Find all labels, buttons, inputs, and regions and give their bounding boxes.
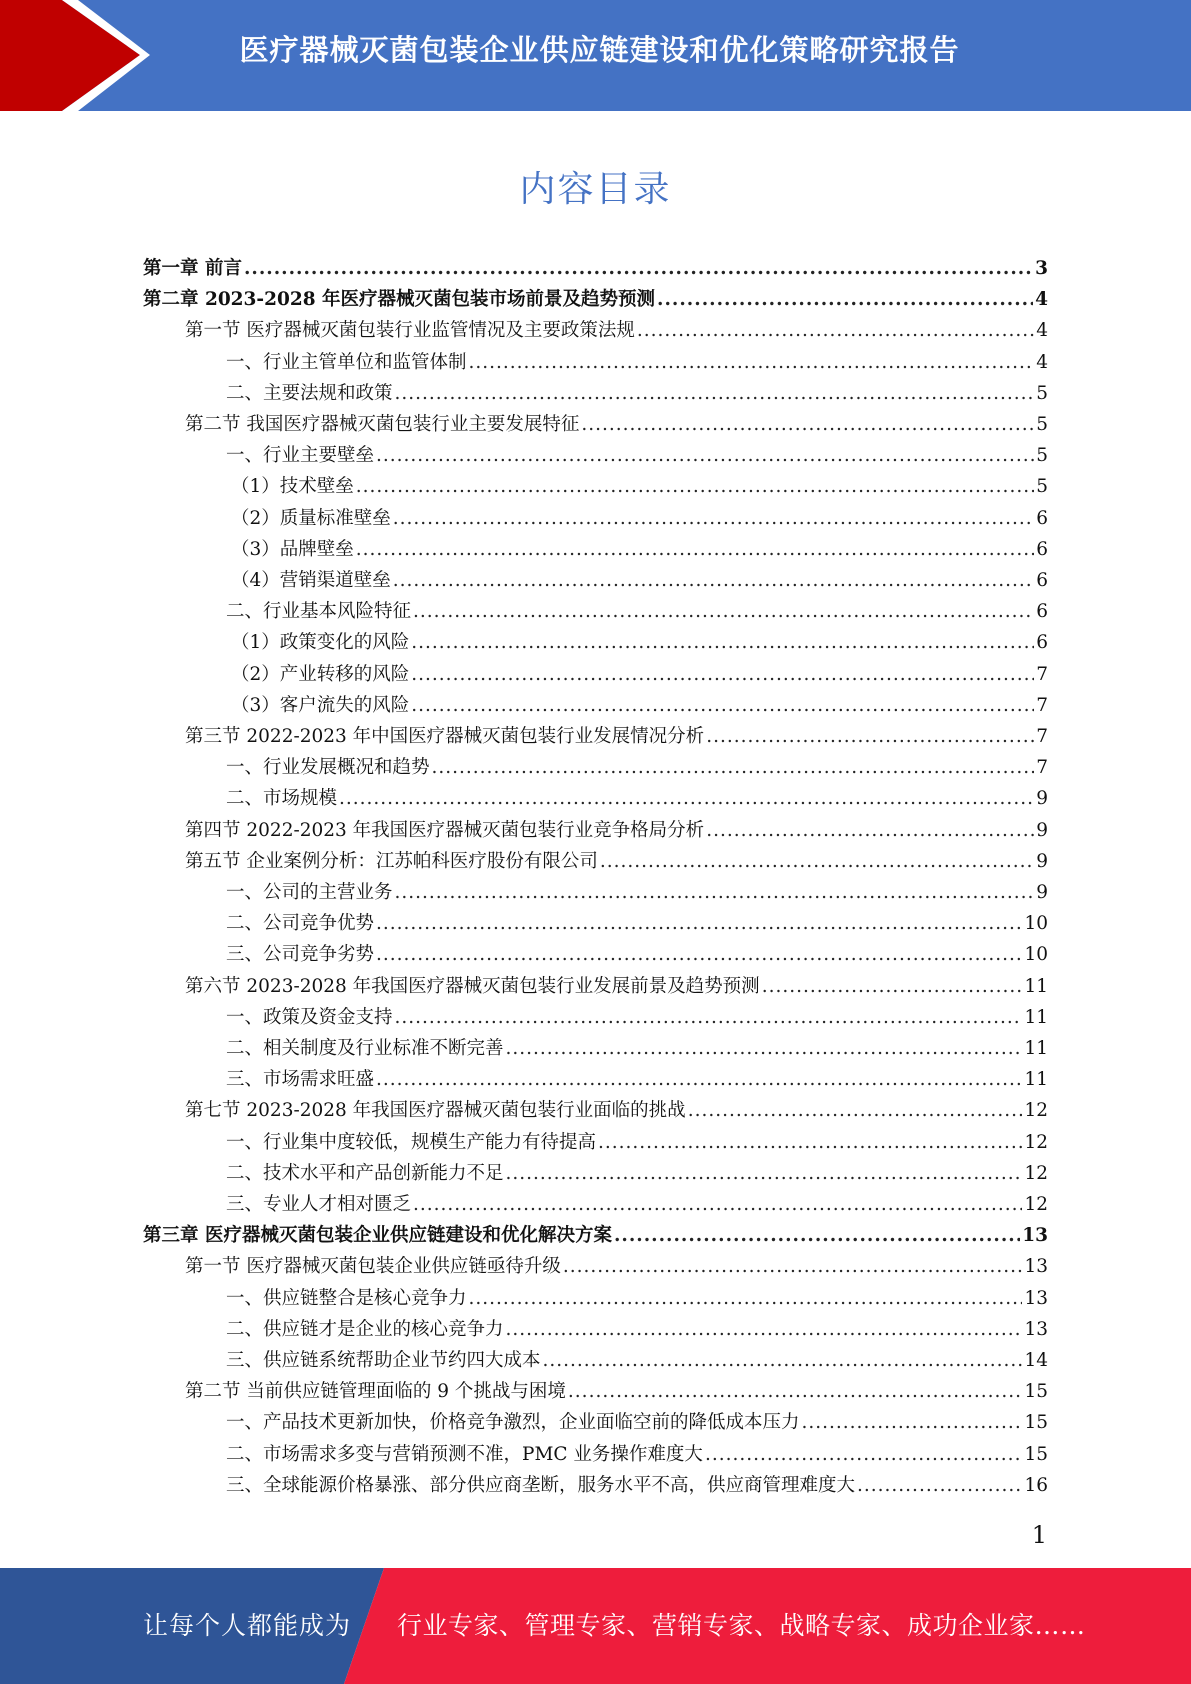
toc-leader-dots (376, 1064, 1022, 1095)
toc-entry-page: 5 (1036, 476, 1048, 498)
toc-entry-page: 6 (1036, 507, 1048, 529)
toc-leader-dots (506, 1158, 1023, 1189)
toc-entry[interactable] (231, 659, 1048, 690)
toc-leader-dots (395, 877, 1035, 908)
toc-entry-title: 第二节 我国医疗器械灭菌包装行业主要发展特征 (185, 414, 580, 435)
toc-entry[interactable] (185, 315, 1048, 346)
toc-leader-dots (469, 1283, 1023, 1314)
toc-entry[interactable] (226, 347, 1048, 378)
toc-entry-page: 9 (1036, 788, 1048, 810)
toc-entry-page: 14 (1024, 1350, 1048, 1371)
toc-leader-dots (376, 908, 1022, 939)
toc-entry-page: 10 (1024, 913, 1048, 935)
toc-leader-dots (762, 971, 1023, 1002)
toc-entry[interactable] (226, 1002, 1048, 1033)
toc-entry-page: 10 (1024, 944, 1048, 966)
toc-leader-dots (688, 1095, 1023, 1126)
toc-entry-title: 二、市场规模 (226, 788, 338, 810)
toc-entry-page: 12 (1024, 1131, 1048, 1153)
toc-leader-dots (857, 1470, 1022, 1501)
toc-entry-title: 第二节 当前供应链管理面临的 9 个挑战与困境 (185, 1381, 566, 1403)
toc-entry-page: 5 (1036, 445, 1048, 467)
footer-banner (0, 1568, 1191, 1684)
toc-entry-page: 11 (1024, 1069, 1048, 1091)
toc-entry[interactable] (185, 1095, 1048, 1126)
toc-entry-page: 15 (1024, 1412, 1048, 1434)
toc-entry-title: 三、市场需求旺盛 (226, 1069, 375, 1091)
toc-leader-dots (598, 1127, 1022, 1158)
toc-entry-title: 第一节 医疗器械灭菌包装企业供应链亟待升级 (185, 1256, 561, 1278)
toc-entry[interactable] (226, 1470, 1048, 1501)
toc-leader-dots (413, 596, 1034, 627)
toc-entry-title: 第三章 医疗器械灭菌包装企业供应链建设和优化解决方案 (143, 1225, 612, 1247)
toc-entry[interactable] (185, 1251, 1048, 1282)
toc-entry-title: 一、产品技术更新加快，价格竞争激烈，企业面临空前的降低成本压力 (226, 1412, 800, 1434)
toc-entry-title: （1）技术壁垒 (231, 476, 354, 498)
toc-entry-title: 一、供应链整合是核心竞争力 (226, 1287, 467, 1309)
toc-leader-dots (637, 315, 1034, 346)
toc-leader-dots (802, 1407, 1023, 1438)
toc-leader-dots (376, 939, 1022, 970)
toc-entry-page: 3 (1035, 258, 1048, 279)
toc-entry-page: 15 (1024, 1381, 1048, 1403)
toc-entry[interactable] (226, 877, 1048, 908)
toc-leader-dots (356, 534, 1034, 565)
toc-entry-page: 7 (1036, 663, 1048, 685)
toc-leader-dots (411, 659, 1034, 690)
toc-leader-dots (581, 409, 1034, 440)
toc-entry[interactable] (231, 471, 1048, 502)
toc-entry-page: 6 (1036, 570, 1048, 591)
toc-entry[interactable] (226, 1345, 1048, 1376)
toc-entry-title: 第五节 企业案例分析：江苏帕科医疗股份有限公司 (185, 850, 598, 872)
toc-entry-page: 11 (1024, 1038, 1048, 1059)
toc-entry-title: 第三节 2022-2023 年中国医疗器械灭菌包装行业发展情况分析 (185, 726, 705, 747)
toc-entry[interactable] (231, 565, 1048, 596)
toc-entry-title: 一、公司的主营业务 (226, 882, 393, 903)
footer-slogan-left: 让每个人都能成为 (143, 1611, 352, 1640)
toc-leader-dots (411, 690, 1034, 721)
toc-entry[interactable] (226, 908, 1048, 939)
toc-entry-title: 三、公司竞争劣势 (226, 944, 375, 966)
toc-entry-page: 15 (1024, 1443, 1048, 1465)
toc-leader-dots (393, 565, 1034, 596)
toc-entry-page: 7 (1036, 757, 1048, 779)
toc-leader-dots (395, 378, 1035, 409)
toc-leader-dots (600, 846, 1034, 877)
toc-leader-dots (506, 1033, 1023, 1064)
toc-entry[interactable] (226, 1127, 1048, 1158)
toc-entry-title: 二、主要法规和政策 (226, 382, 393, 404)
toc-entry[interactable] (226, 1407, 1048, 1438)
toc-entry-page: 12 (1024, 1162, 1048, 1184)
toc-entry[interactable] (185, 409, 1048, 440)
toc-entry[interactable] (231, 690, 1048, 721)
toc-entry[interactable] (226, 1158, 1048, 1189)
toc-leader-dots (339, 783, 1034, 814)
toc-leader-dots (395, 1002, 1023, 1033)
toc-entry-page: 12 (1024, 1194, 1048, 1215)
toc-entry[interactable] (226, 783, 1048, 814)
toc-entry[interactable] (231, 627, 1048, 658)
toc-leader-dots (706, 721, 1034, 752)
toc-entry-title: 第六节 2023-2028 年我国医疗器械灭菌包装行业发展前景及趋势预测 (185, 975, 760, 997)
toc-entry[interactable] (226, 1439, 1048, 1470)
toc-entry-page: 6 (1036, 632, 1048, 654)
toc-entry-page: 13 (1022, 1225, 1048, 1247)
toc-entry[interactable] (226, 1064, 1048, 1095)
toc-entry-title: （2）质量标准壁垒 (231, 507, 391, 529)
page-number: 1 (1031, 1521, 1047, 1549)
toc-entry-page: 13 (1024, 1256, 1048, 1278)
toc-entry-page: 9 (1036, 819, 1048, 841)
toc-leader-dots (411, 627, 1034, 658)
toc-entry-page: 5 (1036, 414, 1048, 435)
toc-leader-dots (393, 503, 1034, 534)
report-title: 医疗器械灭菌包装企业供应链建设和优化策略研究报告 (239, 33, 960, 67)
toc-entry-page: 13 (1024, 1287, 1048, 1309)
toc-entry[interactable] (143, 253, 1048, 284)
toc-leader-dots (432, 752, 1035, 783)
toc-entry-title: （4）营销渠道壁垒 (231, 570, 391, 591)
toc-entry-title: 二、相关制度及行业标准不断完善 (226, 1038, 504, 1059)
toc-entry-page: 11 (1024, 1006, 1048, 1028)
header-banner (0, 0, 1191, 111)
toc-leader-dots (563, 1251, 1023, 1282)
toc-entry-title: 一、行业主要壁垒 (226, 445, 375, 467)
toc-entry-title: 三、全球能源价格暴涨、部分供应商垄断，服务水平不高，供应商管理难度大 (226, 1474, 856, 1496)
toc-leader-dots (705, 1439, 1023, 1470)
toc-entry[interactable] (226, 596, 1048, 627)
toc-entry-page: 6 (1036, 538, 1048, 560)
toc-entry-page: 5 (1036, 382, 1048, 404)
toc-leader-dots (614, 1220, 1020, 1251)
toc-entry[interactable] (231, 534, 1048, 565)
toc-entry-page: 4 (1035, 289, 1048, 311)
toc-entry-title: 一、行业发展概况和趋势 (226, 757, 430, 779)
toc-heading: 内容目录 (519, 169, 672, 210)
toc-entry[interactable] (226, 1189, 1048, 1220)
toc-entry-title: 一、政策及资金支持 (226, 1006, 393, 1028)
toc-leader-dots (376, 440, 1034, 471)
toc-entry-title: 三、专业人才相对匮乏 (226, 1194, 412, 1215)
footer-slogan-right: 行业专家、管理专家、营销专家、战略专家、成功企业家…… (397, 1611, 1086, 1640)
toc-entry-title: 二、技术水平和产品创新能力不足 (226, 1162, 504, 1184)
toc-entry[interactable] (185, 1376, 1048, 1407)
toc-entry-title: 一、行业集中度较低，规模生产能力有待提高 (226, 1131, 597, 1153)
toc-entry-page: 6 (1036, 601, 1048, 623)
toc-entry-title: 第四节 2022-2023 年我国医疗器械灭菌包装行业竞争格局分析 (185, 819, 705, 841)
toc-leader-dots (413, 1189, 1022, 1220)
toc-entry-page: 9 (1036, 850, 1048, 872)
toc-entry[interactable] (226, 1033, 1048, 1064)
toc-entry-title: 一、行业主管单位和监管体制 (226, 351, 467, 373)
toc-entry-title: （1）政策变化的风险 (231, 632, 410, 654)
toc-entry[interactable] (226, 939, 1048, 970)
toc-entry[interactable] (143, 1220, 1048, 1251)
toc-entry-page: 7 (1036, 694, 1048, 716)
toc-entry-title: 第二章 2023-2028 年医疗器械灭菌包装市场前景及趋势预测 (143, 289, 656, 311)
toc-leader-dots (469, 347, 1035, 378)
toc-entry[interactable] (185, 815, 1048, 846)
toc-entry-page: 16 (1024, 1474, 1048, 1496)
toc-leader-dots (506, 1314, 1023, 1345)
toc-entry[interactable] (231, 503, 1048, 534)
toc-entry-title: 二、公司竞争优势 (226, 913, 375, 935)
toc-entry-page: 9 (1036, 882, 1048, 903)
toc-entry-page: 4 (1036, 351, 1048, 373)
toc-entry[interactable] (226, 752, 1048, 783)
toc-leader-dots (657, 284, 1033, 315)
toc-entry-page: 4 (1036, 320, 1048, 342)
toc-entry[interactable] (226, 378, 1048, 409)
toc-entry-title: 二、市场需求多变与营销预测不准，PMC 业务操作难度大 (226, 1443, 703, 1465)
toc-leader-dots (543, 1345, 1023, 1376)
toc-entry[interactable] (185, 971, 1048, 1002)
toc-entry-title: （2）产业转移的风险 (231, 663, 410, 685)
toc-entry[interactable] (143, 284, 1048, 315)
toc-entry[interactable] (185, 721, 1048, 752)
toc-leader-dots (568, 1376, 1023, 1407)
toc-entry-page: 13 (1024, 1318, 1048, 1340)
toc-entry[interactable] (226, 1314, 1048, 1345)
toc-entry-title: 三、供应链系统帮助企业节约四大成本 (226, 1350, 541, 1371)
toc-entry-title: 第七节 2023-2028 年我国医疗器械灭菌包装行业面临的挑战 (185, 1100, 686, 1122)
toc-entry[interactable] (185, 846, 1048, 877)
toc-leader-dots (706, 815, 1034, 846)
toc-entry-title: 第一章 前言 (143, 258, 242, 279)
toc-entry-title: 二、行业基本风险特征 (226, 601, 412, 623)
toc-entry-title: 第一节 医疗器械灭菌包装行业监管情况及主要政策法规 (185, 320, 635, 342)
toc-entry[interactable] (226, 440, 1048, 471)
toc-leader-dots (356, 471, 1034, 502)
toc-entry-page: 12 (1024, 1100, 1048, 1122)
toc-entry-page: 11 (1024, 975, 1048, 997)
toc-entry-title: （3）品牌壁垒 (231, 538, 354, 560)
toc-entry-title: （3）客户流失的风险 (231, 694, 410, 716)
toc-entry-title: 二、供应链才是企业的核心竞争力 (226, 1318, 504, 1340)
toc-entry-page: 7 (1036, 726, 1048, 747)
toc-leader-dots (244, 253, 1033, 284)
toc-entry[interactable] (226, 1283, 1048, 1314)
